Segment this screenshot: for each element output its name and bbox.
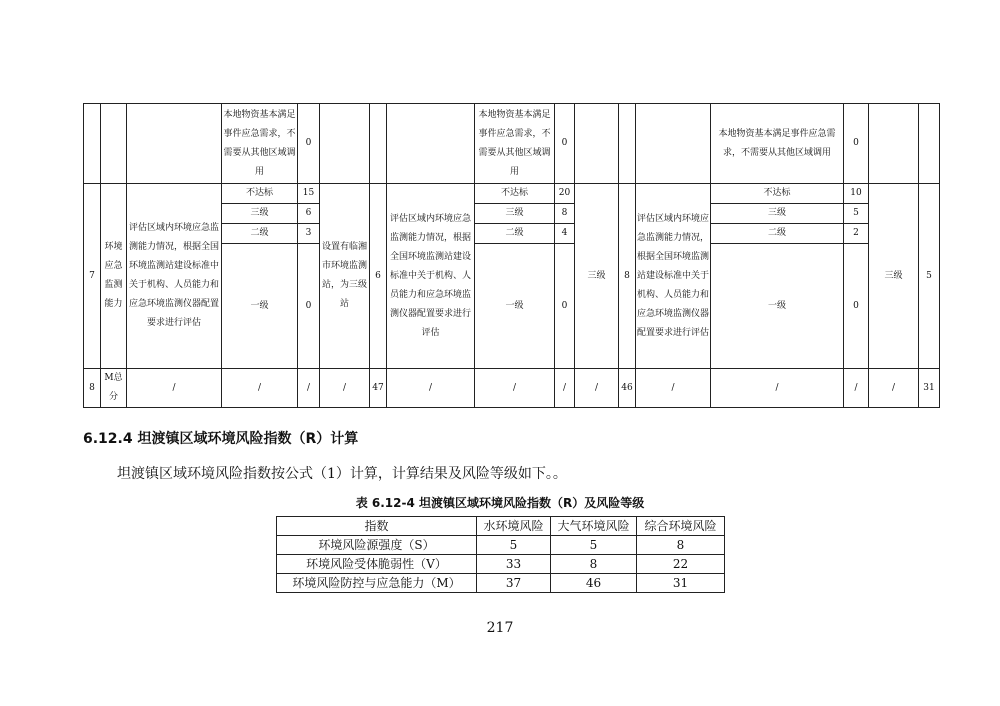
table-row [84, 104, 940, 184]
section-heading: 6.12.4 坦渡镇区域环境风险指数（R）计算 [83, 431, 359, 447]
level-score: 10 [844, 184, 869, 204]
score-value: 8 [619, 184, 636, 369]
table-cell: 环境风险源强度（S） [277, 536, 477, 555]
slash-cell: / [475, 369, 555, 408]
level-score: 20 [555, 184, 575, 204]
table-cell: 8 [637, 536, 725, 555]
level-label: 不达标 [222, 184, 298, 204]
table-cell: 46 [551, 574, 637, 593]
table-cell [619, 104, 636, 184]
criteria-text: 评估区域内环境应急监测能力情况，根据全国环境监测站建设标准中关于机构、人员能力和应急环境监测仪器配置要求进行评估 [127, 184, 222, 369]
table-cell: 8 [551, 555, 637, 574]
table-cell: 本地物资基本满足事件应急需求，不需要从其他区域调用 [222, 104, 298, 184]
level-label: 三级 [475, 204, 555, 224]
score-total: 31 [919, 369, 940, 408]
column-header: 指数 [277, 517, 477, 536]
table-cell: 31 [637, 574, 725, 593]
table-cell: 22 [637, 555, 725, 574]
level-label: 二级 [475, 224, 555, 244]
situation-text: 三级 [869, 184, 919, 369]
level-score: 0 [298, 244, 320, 369]
level-label: 一级 [222, 244, 298, 369]
slash-cell: / [555, 369, 575, 408]
level-score: 3 [298, 224, 320, 244]
table-row [277, 555, 725, 574]
level-label: 三级 [222, 204, 298, 224]
level-label: 三级 [711, 204, 844, 224]
criteria-text: 评估区域内环境应急监测能力情况，根据全国环境监测站建设标准中关于机构、人员能力和应急环境监测仪器配置要求进行评估 [387, 184, 475, 369]
table-cell: 0 [555, 104, 575, 184]
risk-index-table [276, 516, 725, 593]
column-header: 水环境风险 [477, 517, 551, 536]
table-cell [387, 104, 475, 184]
slash-cell: / [298, 369, 320, 408]
criteria-text: 评估区域内环境应急监测能力情况，根据全国环境监测站建设标准中关于机构、人员能力和应急环境监测仪器配置要求进行评估 [636, 184, 711, 369]
section-body-text: 坦渡镇区域环境风险指数按公式（1）计算，计算结果及风险等级如下。。 [117, 466, 567, 482]
level-score: 8 [555, 204, 575, 224]
table-cell: 33 [477, 555, 551, 574]
table-cell: 环境风险防控与应急能力（M） [277, 574, 477, 593]
table-cell [101, 104, 127, 184]
table-cell: 本地物资基本满足事件应急需求，不需要从其他区域调用 [711, 104, 844, 184]
slash-cell: / [575, 369, 619, 408]
table-caption: 表 6.12-4 坦渡镇区域环境风险指数（R）及风险等级 [355, 496, 645, 510]
indicator-name: M总分 [101, 369, 127, 408]
table-row [84, 184, 940, 204]
table-cell [869, 104, 919, 184]
level-label: 一级 [475, 244, 555, 369]
score-total: 47 [370, 369, 387, 408]
score-value: 6 [370, 184, 387, 369]
table-cell: 5 [477, 536, 551, 555]
level-score: 4 [555, 224, 575, 244]
table-cell: 0 [844, 104, 869, 184]
slash-cell: / [127, 369, 222, 408]
level-label: 二级 [222, 224, 298, 244]
situation-text: 设置有临湘市环境监测站，为三级站 [320, 184, 370, 369]
table-cell: 环境风险受体脆弱性（V） [277, 555, 477, 574]
table-cell [127, 104, 222, 184]
table-row [84, 369, 940, 408]
assessment-table [83, 103, 940, 408]
level-score: 0 [555, 244, 575, 369]
table-row [277, 574, 725, 593]
situation-text: 三级 [575, 184, 619, 369]
score-value: 5 [919, 184, 940, 369]
indicator-name: 环境应急监测能力 [101, 184, 127, 369]
level-score: 6 [298, 204, 320, 224]
table-cell [636, 104, 711, 184]
slash-cell: / [844, 369, 869, 408]
slash-cell: / [222, 369, 298, 408]
table-cell: 37 [477, 574, 551, 593]
table-cell: 5 [551, 536, 637, 555]
score-total: 46 [619, 369, 636, 408]
level-score: 0 [844, 244, 869, 369]
table-cell: 0 [298, 104, 320, 184]
table-cell [84, 104, 101, 184]
slash-cell: / [387, 369, 475, 408]
slash-cell: / [711, 369, 844, 408]
slash-cell: / [636, 369, 711, 408]
row-index: 8 [84, 369, 101, 408]
level-label: 二级 [711, 224, 844, 244]
level-score: 5 [844, 204, 869, 224]
column-header: 大气环境风险 [551, 517, 637, 536]
slash-cell: / [869, 369, 919, 408]
table-cell: 本地物资基本满足事件应急需求，不需要从其他区域调用 [475, 104, 555, 184]
table-cell [575, 104, 619, 184]
table-row [277, 536, 725, 555]
level-label: 不达标 [475, 184, 555, 204]
table-cell [370, 104, 387, 184]
slash-cell: / [320, 369, 370, 408]
level-label: 一级 [711, 244, 844, 369]
column-header: 综合环境风险 [637, 517, 725, 536]
level-label: 不达标 [711, 184, 844, 204]
page-number: 217 [486, 620, 514, 636]
table-cell [320, 104, 370, 184]
table-cell [919, 104, 940, 184]
table-header-row [277, 517, 725, 536]
row-index: 7 [84, 184, 101, 369]
level-score: 15 [298, 184, 320, 204]
level-score: 2 [844, 224, 869, 244]
